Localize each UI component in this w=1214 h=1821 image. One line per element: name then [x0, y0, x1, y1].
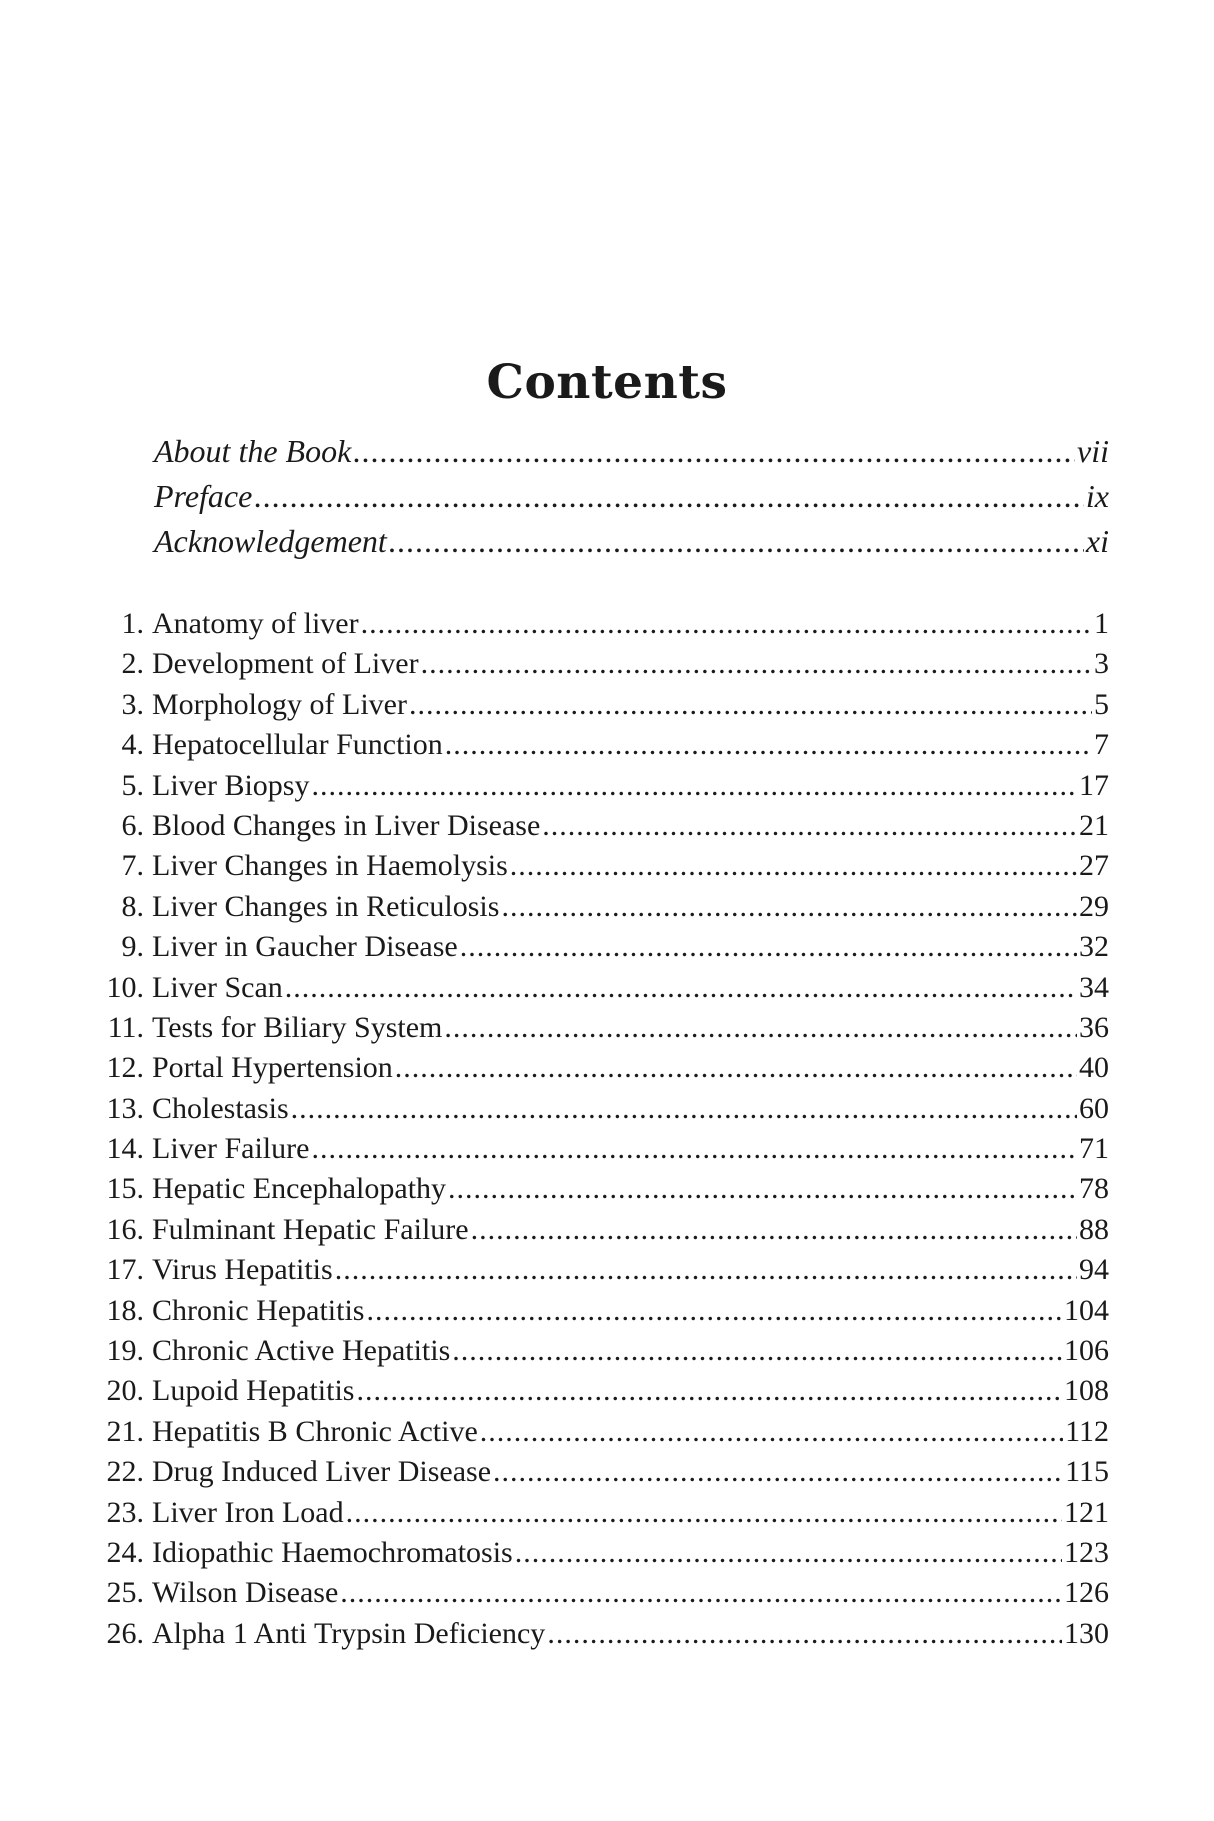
chapter-title: Virus Hepatitis: [152, 1253, 333, 1287]
chapter-page-number: 123: [1064, 1535, 1109, 1569]
dot-leader: [480, 1415, 1063, 1449]
chapter-title: Liver Biopsy: [152, 768, 310, 802]
chapter-page-number: 1: [1094, 607, 1109, 640]
chapter-page-number: 94: [1079, 1253, 1109, 1287]
chapter-page-number: 78: [1079, 1172, 1109, 1206]
chapter-page-number: 108: [1064, 1374, 1109, 1408]
chapter-entry: [100, 1617, 1109, 1657]
chapter-entry: [100, 1576, 1109, 1616]
dot-leader: [510, 849, 1077, 883]
chapter-number: 1.: [121, 607, 144, 640]
chapter-title: Wilson Disease: [152, 1576, 339, 1610]
chapter-number: 4.: [121, 728, 144, 762]
chapter-title: Development of Liver: [152, 647, 419, 681]
dot-leader: [335, 1253, 1077, 1287]
chapter-title: Idiopathic Haemochromatosis: [152, 1535, 513, 1569]
chapter-number: 22.: [106, 1455, 144, 1489]
chapter-entry: [100, 890, 1109, 930]
chapter-entry: [100, 1374, 1109, 1414]
dot-leader: [452, 1334, 1062, 1368]
dot-leader: [291, 1092, 1077, 1126]
chapter-title: Anatomy of liver: [152, 607, 359, 640]
chapter-number: 12.: [106, 1051, 144, 1085]
chapter-title: Liver Scan: [152, 970, 283, 1004]
chapter-title: Chronic Hepatitis: [152, 1293, 365, 1327]
chapter-entry: [100, 1536, 1109, 1576]
front-matter-entry: [154, 478, 1109, 523]
chapter-entry: [100, 1455, 1109, 1495]
chapter-page-number: 5: [1094, 687, 1109, 721]
chapter-title: Blood Changes in Liver Disease: [152, 808, 541, 842]
chapter-title: Hepatocellular Function: [152, 728, 443, 762]
chapter-entry: [100, 809, 1109, 849]
dot-leader: [409, 688, 1092, 722]
entry-page-number: xi: [1085, 523, 1109, 559]
chapter-page-number: 130: [1064, 1616, 1109, 1650]
chapter-entry: [100, 769, 1109, 809]
chapter-number: 13.: [106, 1091, 144, 1125]
chapter-number: 3.: [121, 687, 144, 721]
dot-leader: [356, 1374, 1062, 1408]
chapter-number: 24.: [106, 1535, 144, 1569]
chapter-title: Cholestasis: [152, 1091, 289, 1125]
chapter-page-number: 115: [1065, 1455, 1109, 1489]
chapter-number: 14.: [106, 1132, 144, 1166]
dot-leader: [353, 433, 1075, 470]
dot-leader: [389, 523, 1084, 560]
front-matter-entry: [154, 433, 1109, 478]
dot-leader: [421, 647, 1092, 681]
entry-label: Preface: [154, 478, 253, 514]
entry-label: About the Book: [154, 433, 352, 469]
chapter-page-number: 40: [1079, 1051, 1109, 1085]
chapter-title: Liver Changes in Reticulosis: [152, 889, 500, 923]
dot-leader: [471, 1213, 1077, 1247]
chapter-entry: [100, 1334, 1109, 1374]
chapter-page-number: 34: [1079, 970, 1109, 1004]
chapter-number: 7.: [121, 849, 144, 883]
chapter-title: Hepatitis B Chronic Active: [152, 1414, 478, 1448]
chapter-number: 11.: [107, 1010, 144, 1044]
chapter-page-number: 36: [1079, 1010, 1109, 1044]
chapter-number: 2.: [121, 647, 144, 681]
chapter-number: 17.: [106, 1253, 144, 1287]
chapter-page-number: 7: [1094, 728, 1109, 762]
chapter-entry: [100, 607, 1109, 647]
chapter-entry: [100, 1294, 1109, 1334]
chapter-number: 6.: [121, 808, 144, 842]
chapter-title: Portal Hypertension: [152, 1051, 393, 1085]
chapter-title: Liver Changes in Haemolysis: [152, 849, 508, 883]
chapter-page-number: 126: [1064, 1576, 1109, 1610]
chapter-title: Alpha 1 Anti Trypsin Deficiency: [152, 1616, 546, 1650]
dot-leader: [285, 971, 1077, 1005]
chapter-page-number: 121: [1064, 1495, 1109, 1529]
chapter-number: 18.: [106, 1293, 144, 1327]
chapter-page-number: 112: [1065, 1414, 1109, 1448]
dot-leader: [547, 1617, 1062, 1651]
chapter-number: 25.: [106, 1576, 144, 1610]
chapter-number: 19.: [106, 1334, 144, 1368]
dot-leader: [501, 890, 1077, 924]
chapter-page-number: 17: [1079, 768, 1109, 802]
chapter-entry: [100, 1213, 1109, 1253]
front-matter-entry: [154, 523, 1109, 568]
chapter-entry: [100, 728, 1109, 768]
chapter-title: Morphology of Liver: [152, 687, 407, 721]
dot-leader: [448, 1172, 1077, 1206]
dot-leader: [445, 728, 1092, 762]
chapter-page-number: 27: [1079, 849, 1109, 883]
chapter-number: 21.: [106, 1414, 144, 1448]
chapter-number: 15.: [106, 1172, 144, 1206]
dot-leader: [515, 1536, 1062, 1570]
dot-leader: [366, 1294, 1062, 1328]
chapter-title: Hepatic Encephalopathy: [152, 1172, 447, 1206]
dot-leader: [254, 478, 1084, 515]
chapter-number: 10.: [106, 970, 144, 1004]
dot-leader: [346, 1496, 1062, 1530]
chapter-entry: [100, 1051, 1109, 1091]
front-matter-list: [154, 433, 1109, 568]
chapter-page-number: 32: [1079, 930, 1109, 964]
chapter-number: 9.: [121, 930, 144, 964]
dot-leader: [542, 809, 1077, 843]
dot-leader: [493, 1455, 1063, 1489]
chapter-number: 20.: [106, 1374, 144, 1408]
entry-page-number: ix: [1085, 478, 1109, 514]
chapter-entry: [100, 1253, 1109, 1293]
chapter-entry: [100, 849, 1109, 889]
chapter-entry: [100, 1092, 1109, 1132]
chapter-page-number: 21: [1079, 808, 1109, 842]
entry-label: Acknowledgement: [154, 523, 387, 559]
dot-leader: [395, 1051, 1077, 1085]
chapter-title: Lupoid Hepatitis: [152, 1374, 355, 1408]
chapter-title: Tests for Biliary System: [152, 1010, 443, 1044]
chapter-entry: [100, 1011, 1109, 1051]
chapter-entry: [100, 1172, 1109, 1212]
chapter-page-number: 71: [1079, 1132, 1109, 1166]
dot-leader: [444, 1011, 1077, 1045]
chapter-list: [100, 607, 1109, 1657]
chapter-page-number: 3: [1094, 647, 1109, 681]
chapter-title: Liver Iron Load: [152, 1495, 344, 1529]
chapter-entry: [100, 1132, 1109, 1172]
chapter-title: Liver in Gaucher Disease: [152, 930, 458, 964]
dot-leader: [340, 1576, 1062, 1610]
chapter-title: Drug Induced Liver Disease: [152, 1455, 492, 1489]
chapter-entry: [100, 1496, 1109, 1536]
chapter-page-number: 60: [1079, 1091, 1109, 1125]
chapter-page-number: 88: [1079, 1212, 1109, 1246]
chapter-entry: [100, 1415, 1109, 1455]
chapter-title: Fulminant Hepatic Failure: [152, 1212, 469, 1246]
chapter-entry: [100, 930, 1109, 970]
dot-leader: [460, 930, 1077, 964]
chapter-page-number: 104: [1064, 1293, 1109, 1327]
chapter-number: 8.: [121, 889, 144, 923]
chapter-number: 16.: [106, 1212, 144, 1246]
dot-leader: [361, 607, 1092, 641]
dot-leader: [312, 769, 1078, 803]
chapter-number: 23.: [106, 1495, 144, 1529]
chapter-page-number: 29: [1079, 889, 1109, 923]
dot-leader: [311, 1132, 1077, 1166]
chapter-entry: [100, 971, 1109, 1011]
chapter-number: 26.: [106, 1616, 144, 1650]
chapter-page-number: 106: [1064, 1334, 1109, 1368]
chapter-title: Liver Failure: [152, 1132, 310, 1166]
entry-page-number: vii: [1077, 433, 1109, 469]
chapter-title: Chronic Active Hepatitis: [152, 1334, 451, 1368]
chapter-entry: [100, 647, 1109, 687]
page-title: Contents: [486, 355, 728, 410]
chapter-number: 5.: [121, 768, 144, 802]
chapter-entry: [100, 688, 1109, 728]
